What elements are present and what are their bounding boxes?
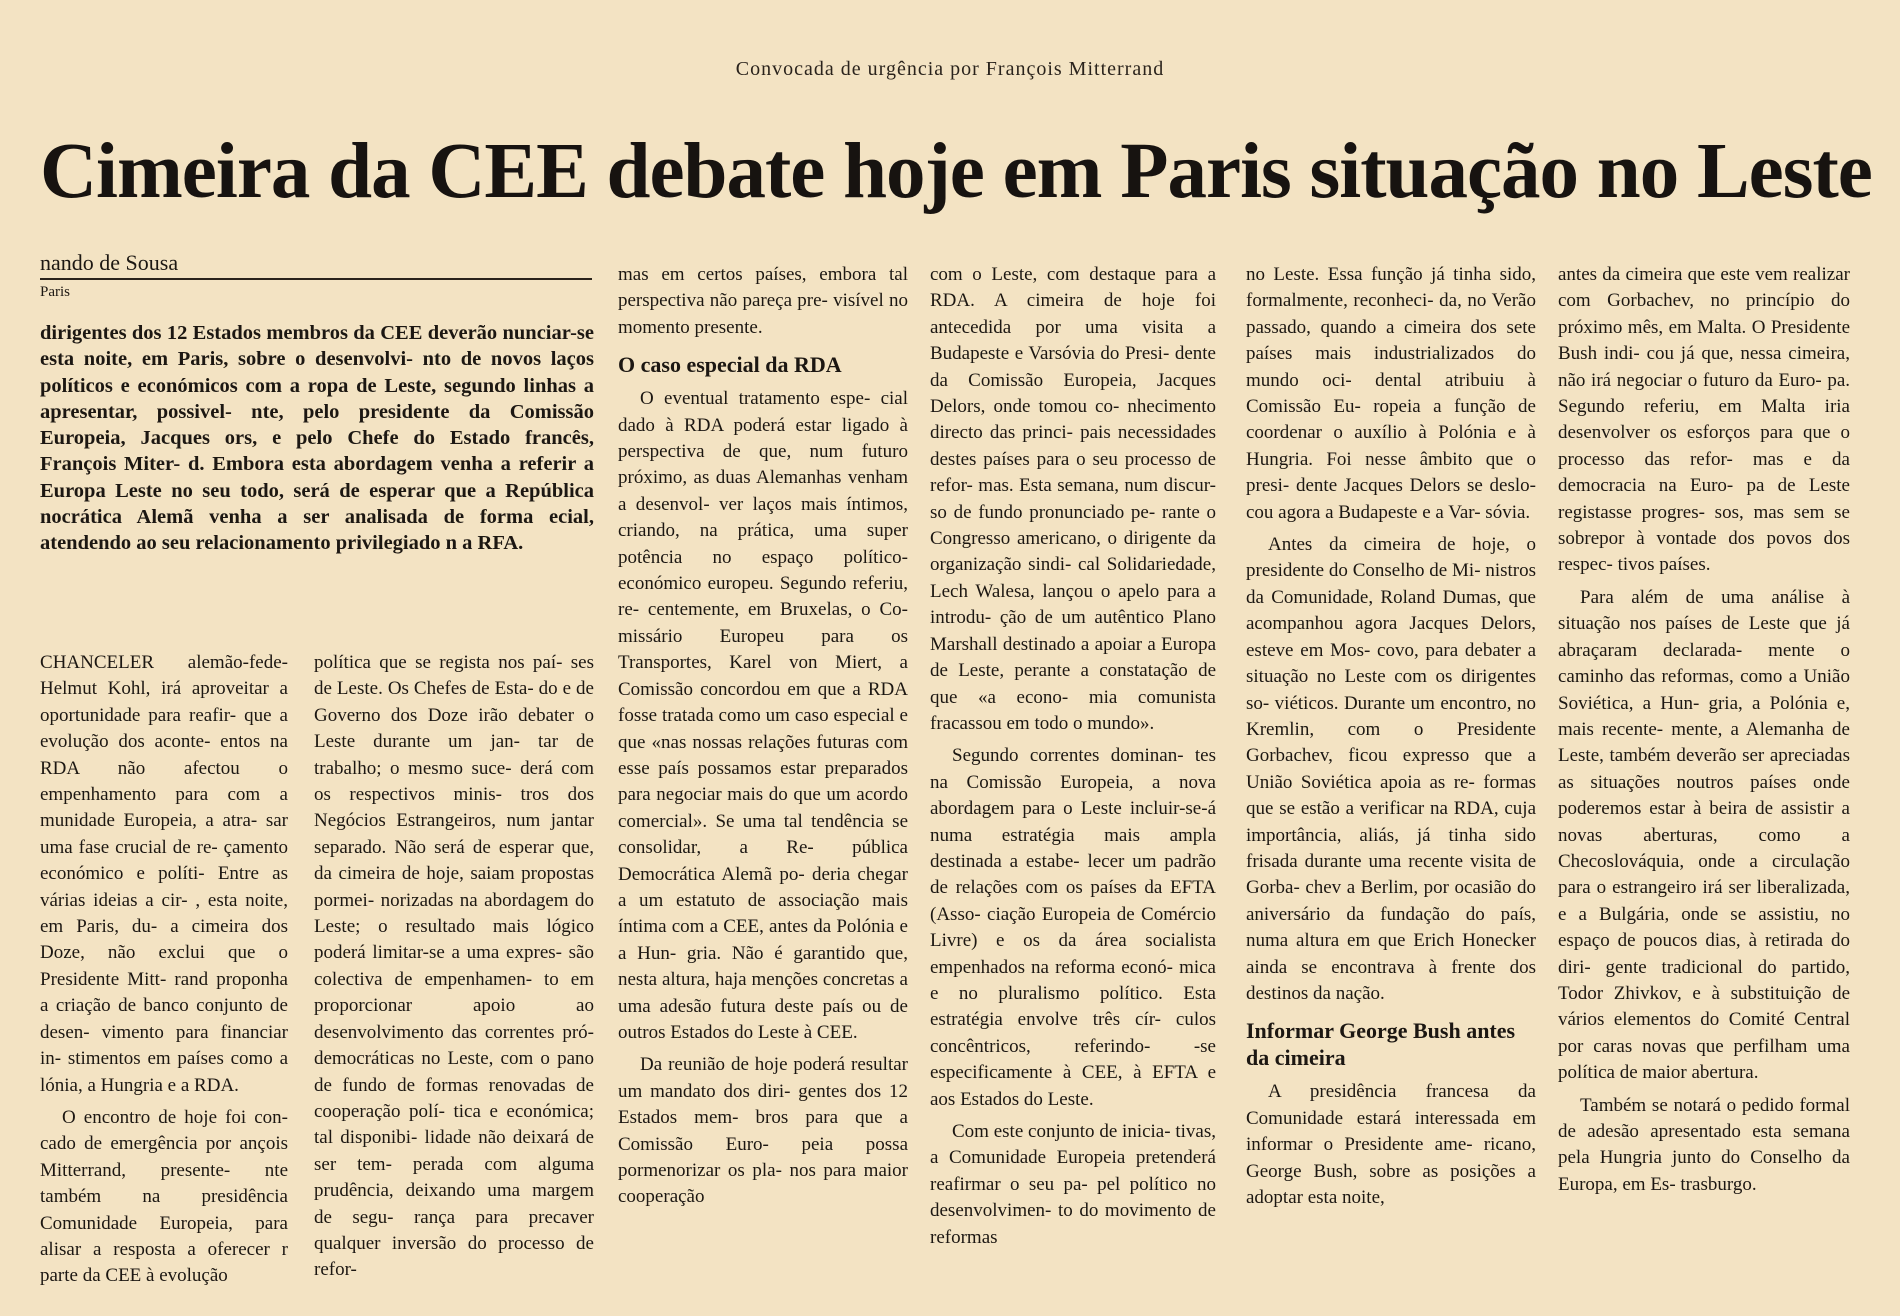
column-2 xyxy=(314,650,594,1290)
paragraph: A presidência francesa da Comunidade estará interessada em informar o Presidente ame- ricano, George Bush, sobre as posições a adoptar esta noite, xyxy=(1246,1081,1536,1208)
paragraph: no Leste. Essa função já tinha sido, formalmente, reconheci- da, no Verão passado, quando a cimeira dos sete países mais industrializados do mundo oci- dental atribuiu à Comissão Eu- ropeia a função de coordenar o auxílio à Polónia e à Hungria. Foi nesse âmbito que o presi- dente Jacques Delors se deslo- cou agora a Budapeste e a Var- sóvia. xyxy=(1246,264,1536,523)
paragraph: O encontro de hoje foi con- cado de emergência por ançois Mitterrand, presente- nte também na presidência Comunidade Europeia, para alisar a resposta a oferecer r parte da CEE à evolução xyxy=(40,1106,288,1287)
paragraph: CHANCELER alemão-fede- Helmut Kohl, irá aproveitar a oportunidade para reafir- que a evolução dos aconte- entos na RDA não afectou o empenhamento para com a munidade Europeia, a atra- sar uma fase crucial de re- çamento económico e políti- Entre as várias ideias a cir- , esta noite, em Paris, du- a cimeira dos Doze, não exclui que o Presidente Mitt- rand proponha a criação de banco conjunto de desen- vimento para financiar in- stimentos em países como a lónia, a Hungria e a RDA. xyxy=(40,652,288,1096)
paragraph: mas em certos países, embora tal perspectiva não pareça pre- visível no momento presente. xyxy=(618,264,908,338)
article-place: Paris xyxy=(40,284,70,300)
paragraph: Antes da cimeira de hoje, o presidente do Conselho de Mi- nistros da Comunidade, Roland Dumas, que acompanhou agora Jacques Delors, esteve em Mos- covo, para debater a situação no Leste com os dirigentes so- viéticos. Durante um encontro, no Kremlin, com o Presidente Gorbachev, ficou expresso que a União Soviética apoia as re- formas que se estão a verificar na RDA, cuja importância, aliás, já tinha sido frisada durante uma recente visita de Gorba- chev a Berlim, por ocasião do aniversário da fundação do país, numa altura em que Erich Honecker ainda se encontrava à frente dos destinos da nação. xyxy=(1246,534,1536,1004)
column-3 xyxy=(618,262,908,1297)
paragraph: antes da cimeira que este vem realizar com Gorbachev, no princípio do próximo mês, em Malta. O Presidente Bush indi- cou já que, nessa cimeira, não irá negociar o futuro da Euro- pa. Segundo referiu, em Malta iria desenvolver os esforços para que o processo das refor- mas e da democracia na Euro- pa de Leste registasse progres- sos, mas sem se sobrepor à vontade dos povos dos respec- tivos países. xyxy=(1558,264,1850,576)
article-byline: nando de Sousa xyxy=(40,250,592,280)
column-5 xyxy=(1246,262,1536,1297)
paragraph: Com este conjunto de inicia- tivas, a Comunidade Europeia pretenderá reafirmar o seu pa- pel político no desenvolvimen- to do movimento de reformas xyxy=(930,1121,1216,1248)
subhead-george-bush: Informar George Bush antes da cimeira xyxy=(1246,1018,1516,1071)
paragraph: Também se notará o pedido formal de adesão apresentado esta semana pela Hungria junto do Conselho da Europa, em Es- trasburgo. xyxy=(1558,1094,1850,1195)
column-1 xyxy=(40,650,288,1290)
paragraph: O eventual tratamento espe- cial dado à RDA poderá estar ligado à perspectiva de que, num futuro próximo, as duas Alemanhas venham a desenvol- ver laços mais íntimos, criando, na prática, uma super potência no espaço político-económico europeu. Segundo referiu, re- centemente, em Bruxelas, o Co- missário Europeu para os Transportes, Karel von Miert, a Comissão concordou em que a RDA fosse tratada como um caso especial e que «nas nossas relações futuras com esse país possamos estar preparados para negociar mais do que um acordo comercial». Se uma tal tendência se consolidar, a Re- pública Democrática Alemã po- deria chegar a um estatuto de associação mais íntima com a CEE, antes da Polónia e a Hun- gria. Não é garantido que, nesta altura, haja menções concretas a uma adesão futura deste país ou de outros Estados do Leste à CEE. xyxy=(618,388,908,1043)
article-lead: dirigentes dos 12 Estados membros da CEE deverão nunciar-se esta noite, em Paris, sobre o desenvolvi- nto de novos laços políticos e económicos com a ropa de Leste, segundo linhas a apresentar, possivel- nte, pelo presidente da Comissão Europeia, Jacques ors, e pelo Chefe do Estado francês, François Miter- d. Embora esta abordagem venha a referir a Europa Leste no seu todo, será de esperar que a República nocrática Alemã venha a ser analisada de forma ecial, atendendo ao seu relacionamento privilegiado n a RFA. xyxy=(40,322,594,555)
paragraph: política que se regista nos paí- ses de Leste. Os Chefes de Esta- do e de Governo dos Doze irão debater o Leste durante um jan- tar de trabalho; o mesmo suce- derá com os respectivos minis- tros dos Negócios Estrangeiros, num jantar separado. Não será de esperar que, da cimeira de hoje, saiam propostas pormei- norizadas na abordagem do Leste; o resultado mais lógico poderá limitar-se a uma expres- são colectiva de empenhamen- to em proporcionar apoio ao desenvolvimento das correntes pró-democráticas no Leste, com o pano de fundo de formas renovadas de cooperação polí- tica e económica; tal disponibi- lidade não deixará de ser tem- perada com alguma prudência, deixando uma margem de segu- rança para precaver qualquer inversão do processo de refor- xyxy=(314,652,594,1281)
article-kicker: Convocada de urgência por François Mitterrand xyxy=(735,58,1165,80)
paragraph: Da reunião de hoje poderá resultar um mandato dos diri- gentes dos 12 Estados mem- bros para que a Comissão Euro- peia possa pormenorizar os pla- nos para maior cooperação xyxy=(618,1054,908,1208)
subhead-caso-especial: O caso especial da RDA xyxy=(618,352,842,378)
article-headline: Cimeira da CEE debate hoje em Paris situação no Leste xyxy=(40,128,1872,215)
paragraph: Segundo correntes dominan- tes na Comissão Europeia, a nova abordagem para o Leste incluir-se-á numa estratégia mais ampla destinada a estabe- lecer um padrão de relações com os países da EFTA (Asso- ciação Europeia de Comércio Livre) e os da área socialista empenhados na reforma econó- mica e no pluralismo político. Esta estratégia envolve três cír- culos concêntricos, referindo- -se especificamente à CEE, à EFTA e aos Estados do Leste. xyxy=(930,745,1216,1110)
paragraph: com o Leste, com destaque para a RDA. A cimeira de hoje foi antecedida por uma visita a Budapeste e Varsóvia do Presi- dente da Comissão Europeia, Jacques Delors, onde tomou co- nhecimento directo das princi- pais necessidades destes países para o seu processo de refor- mas. Esta semana, num discur- so de fundo pronunciado pe- rante o Congresso americano, o dirigente da organização sindi- cal Solidariedade, Lech Walesa, lançou o apelo para a introdu- ção de um autêntico Plano Marshall destinado a apoiar a Europa de Leste, perante a constatação de que «a econo- mia comunista fracassou em todo o mundo». xyxy=(930,264,1216,734)
paragraph: Para além de uma análise à situação nos países de Leste que já abraçaram declarada- mente o caminho das reformas, como a União Soviética, a Hun- gria, a Polónia e, mais recente- mente, a Alemanha de Leste, também deverão ser apreciadas as situações noutros países onde poderemos estar à beira de assistir a novas aberturas, como a Checoslováquia, onde a circulação para o estrangeiro irá ser liberalizada, e a Bulgária, onde se assistiu, no espaço de poucos dias, à retirada do diri- gente tradicional do partido, Todor Zhivkov, e à substituição de vários elementos do Comité Central por caras novas que perfilham uma política de maior abertura. xyxy=(1558,586,1850,1084)
column-4 xyxy=(930,262,1216,1297)
column-6 xyxy=(1558,262,1850,1297)
